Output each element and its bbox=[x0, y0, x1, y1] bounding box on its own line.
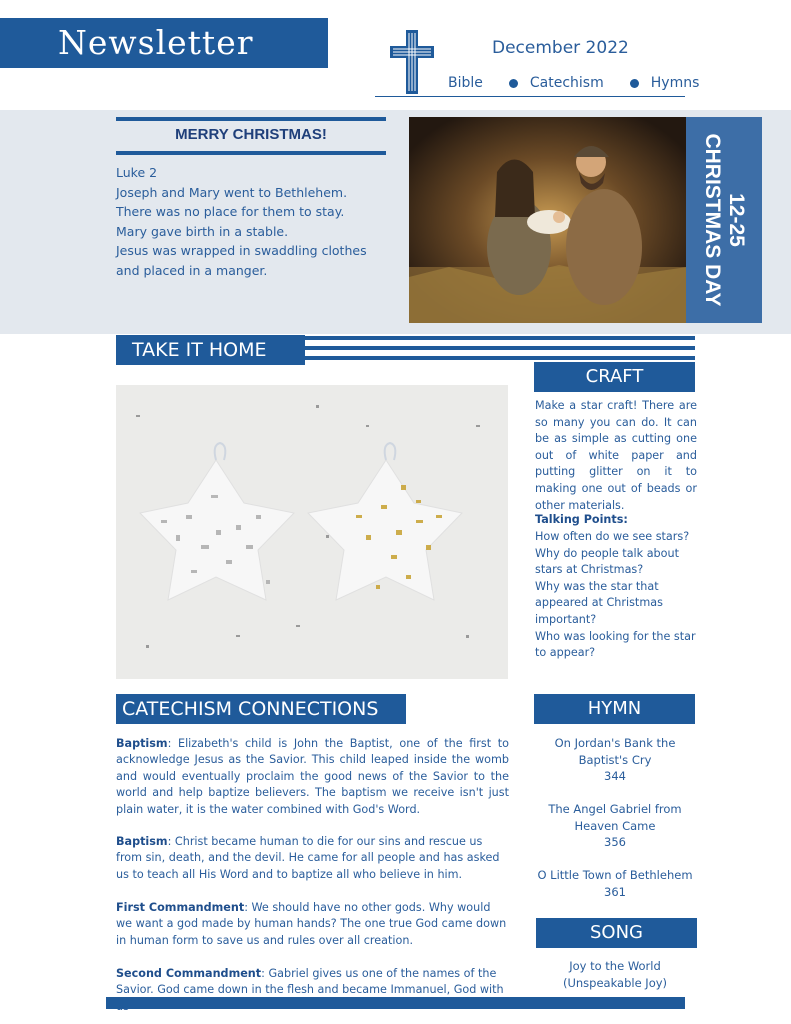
scripture-line: There was no place for them to stay. bbox=[116, 204, 345, 219]
song-title: Joy to the World bbox=[569, 959, 661, 973]
hymn-title: The Angel Gabriel from bbox=[548, 802, 682, 816]
catechism-item bbox=[116, 966, 509, 996]
tag-catechism: Catechism bbox=[529, 75, 604, 91]
hymn-heading: HYMN bbox=[534, 694, 695, 724]
craft-description: Make a star craft! There are so many you can do. It can be as simple as cutting one out of white paper and putting glitter on it to making one out of beads or other materials. bbox=[535, 399, 697, 512]
scripture-summary bbox=[116, 163, 396, 280]
accent-bar bbox=[305, 336, 695, 340]
catechism-term: Second Commandment bbox=[116, 967, 262, 980]
hymn-title: Heaven Came bbox=[574, 818, 656, 833]
catechism-term: Baptism bbox=[116, 737, 168, 750]
catechism-term: First Commandment bbox=[116, 901, 245, 914]
talking-point: How often do we see stars? bbox=[535, 530, 690, 543]
newsletter-title: Newsletter bbox=[0, 18, 328, 68]
hymn-number: 361 bbox=[604, 884, 626, 899]
talking-points-heading: Talking Points: bbox=[535, 513, 628, 526]
accent-bar bbox=[305, 346, 695, 350]
catechism-text: : We should have no other gods. Why would we want a god made by human hands? The one true God came down in human form to save us and rules over all creation. bbox=[116, 901, 507, 947]
song-subtitle: (Unspeakable Joy) bbox=[562, 975, 668, 990]
catechism-item bbox=[116, 736, 509, 818]
talking-point: Why was the star that appeared at Christmas important? bbox=[535, 579, 663, 626]
header-divider bbox=[375, 96, 685, 97]
nativity-photo bbox=[409, 117, 687, 323]
take-it-home-heading: TAKE IT HOME bbox=[116, 335, 305, 365]
cross-logo-icon bbox=[388, 30, 436, 94]
catechism-item bbox=[116, 900, 509, 949]
topic-tags bbox=[448, 75, 699, 91]
catechism-heading: CATECHISM CONNECTIONS bbox=[116, 694, 406, 724]
scripture-line: and placed in a manger. bbox=[116, 262, 268, 278]
feature-heading: MERRY CHRISTMAS! bbox=[175, 126, 327, 143]
catechism-text: : Christ became human to die for our sins and rescue us from sin, death, and the devil. He came for all people and has asked us to teach all His Word and to baptize all who believe in him. bbox=[116, 835, 500, 881]
talking-point: Who was looking for the star to appear? bbox=[535, 629, 696, 660]
catechism-item bbox=[116, 834, 509, 883]
bullet-icon bbox=[509, 79, 518, 88]
hymn-number: 344 bbox=[604, 769, 626, 783]
hymn-item bbox=[534, 735, 696, 785]
talking-point: Why do people talk about stars at Christmas? bbox=[535, 546, 679, 577]
accent-bar bbox=[305, 356, 695, 360]
scripture-line: Mary gave birth in a stable. bbox=[116, 223, 289, 239]
christmas-day-label: CHRISTMAS DAY bbox=[701, 133, 724, 307]
footer-bar bbox=[106, 997, 685, 1009]
song-heading: SONG bbox=[536, 918, 697, 948]
hymn-item bbox=[534, 867, 696, 900]
hymn-title: On Jordan's Bank the bbox=[554, 736, 676, 750]
scripture-line: Luke 2 bbox=[116, 165, 158, 180]
christmas-day-banner bbox=[686, 117, 762, 323]
christmas-date: 12-25 bbox=[725, 193, 748, 247]
catechism-text: : Gabriel gives us one of the names of the Savior. God came down in the flesh and became Immanuel, God with bbox=[116, 967, 504, 997]
heading-rule-bottom bbox=[116, 151, 386, 155]
bullet-icon bbox=[630, 79, 639, 88]
hymn-title: O Little Town of Bethlehem bbox=[537, 868, 693, 882]
scripture-line: Joseph and Mary went to Bethlehem. bbox=[116, 184, 348, 200]
star-craft-photo bbox=[116, 385, 508, 679]
heading-rule-top bbox=[116, 117, 386, 121]
hymn-title: Baptist's Cry bbox=[578, 752, 652, 767]
tag-bible: Bible bbox=[448, 75, 483, 91]
catechism-text: : Elizabeth's child is John the Baptist, one of the first to acknowledge Jesus as the Savior. This child leaped inside the womb and would eventually proclaim the good news of the Savior to the world and help baptize believers. The baptism we receive isn't just plain water, it is the water combined with God's Word. bbox=[116, 737, 509, 816]
hymn-number: 356 bbox=[604, 835, 626, 849]
issue-date: December 2022 bbox=[492, 38, 629, 58]
craft-heading: CRAFT bbox=[534, 362, 695, 392]
catechism-term: Baptism bbox=[116, 835, 168, 848]
scripture-line: Jesus was wrapped in swaddling clothes bbox=[116, 243, 367, 258]
hymn-item bbox=[534, 801, 696, 851]
talking-points-list bbox=[535, 529, 700, 662]
tag-hymns: Hymns bbox=[650, 75, 700, 91]
song-item bbox=[534, 958, 696, 991]
